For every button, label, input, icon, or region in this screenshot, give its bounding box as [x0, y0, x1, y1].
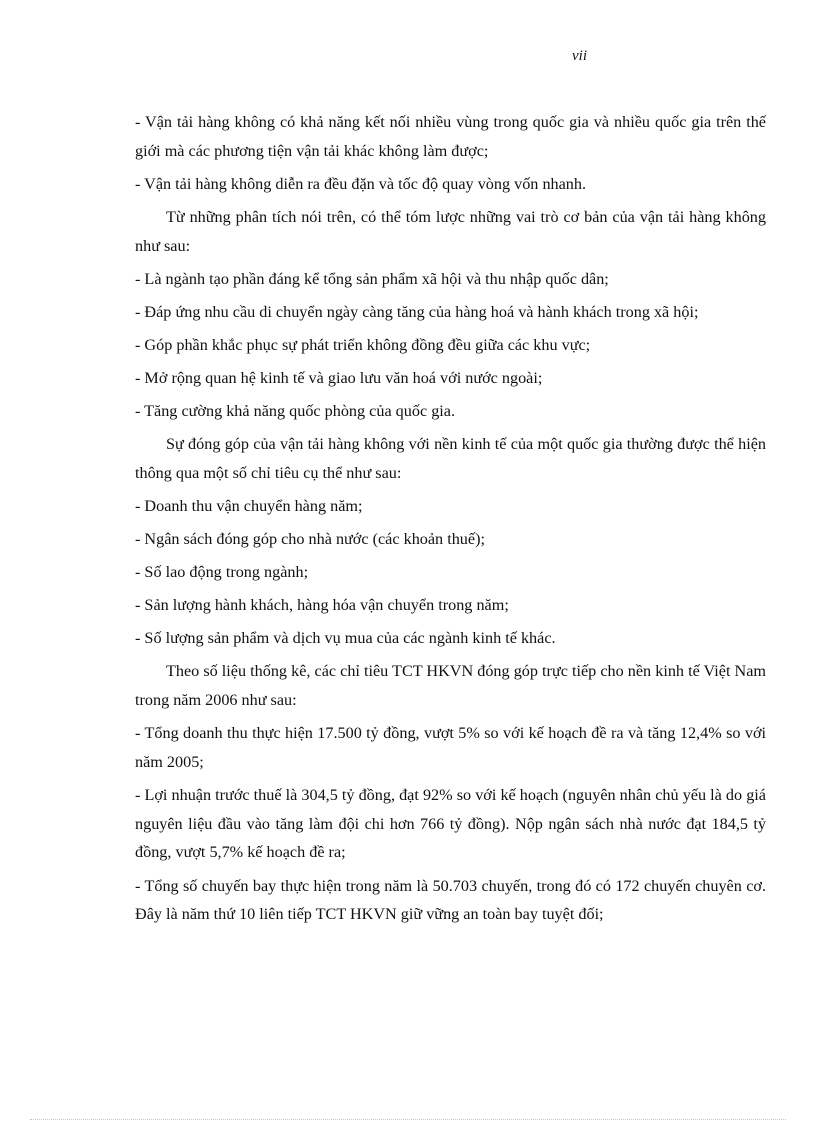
document-body	[135, 108, 766, 933]
paragraph: - Số lao động trong ngành;	[135, 563, 309, 582]
paragraph: - Lợi nhuận trước thuế là 304,5 tỷ đồng, đạt 92% so với kế hoạch (nguyên nhân chủ yếu là do giá nguyên liệu đầu vào tăng làm đội chi hơn 766 tỷ đồng). Nộp ngân sách nhà nước đạt 184,5 tỷ đồng, vượt 5,7% kế hoạch đề ra;	[135, 786, 766, 862]
paragraph: Từ những phân tích nói trên, có thể tóm lược những vai trò cơ bản của vận tải hàng không như sau:	[135, 207, 766, 255]
paragraph: - Là ngành tạo phần đáng kể tổng sản phẩm xã hội và thu nhập quốc dân;	[135, 269, 609, 288]
paragraph: - Vận tải hàng không có khả năng kết nối nhiều vùng trong quốc gia và nhiều quốc gia trên thế giới mà các phương tiện vận tải khác không làm được;	[135, 113, 766, 160]
paragraph: - Tổng số chuyến bay thực hiện trong năm là 50.703 chuyến, trong đó có 172 chuyến chuyên cơ. Đây là năm thứ 10 liên tiếp TCT HKVN giữ vững an toàn bay tuyệt đối;	[135, 876, 766, 924]
paragraph: - Tăng cường khả năng quốc phòng của quốc gia.	[135, 402, 456, 421]
paragraph: - Vận tải hàng không diễn ra đều đặn và tốc độ quay vòng vốn nhanh.	[135, 174, 587, 193]
paragraph: - Tổng doanh thu thực hiện 17.500 tỷ đồng, vượt 5% so với kế hoạch đề ra và tăng 12,4% so với năm 2005;	[135, 724, 766, 771]
paragraph: Sự đóng góp của vận tải hàng không với nền kinh tế của một quốc gia thường được thể hiện thông qua một số chỉ tiêu cụ thể như sau:	[135, 435, 766, 482]
paragraph: - Sản lượng hành khách, hàng hóa vận chuyển trong năm;	[135, 596, 509, 615]
page-number: vii	[572, 48, 587, 64]
paragraph: - Số lượng sản phẩm và dịch vụ mua của các ngành kinh tế khác.	[135, 629, 556, 648]
page-bottom-divider	[30, 1119, 786, 1120]
paragraph: - Ngân sách đóng góp cho nhà nước (các khoản thuế);	[135, 530, 485, 549]
paragraph: - Mở rộng quan hệ kinh tế và giao lưu văn hoá với nước ngoài;	[135, 368, 543, 387]
paragraph: - Đáp ứng nhu cầu di chuyển ngày càng tăng của hàng hoá và hành khách trong xã hội;	[135, 302, 699, 321]
paragraph: - Doanh thu vận chuyển hàng năm;	[135, 496, 363, 515]
paragraph: Theo số liệu thống kê, các chỉ tiêu TCT HKVN đóng góp trực tiếp cho nền kinh tế Việt Nam trong năm 2006 như sau:	[135, 662, 766, 710]
paragraph: - Góp phần khắc phục sự phát triển không đồng đều giữa các khu vực;	[135, 335, 591, 354]
